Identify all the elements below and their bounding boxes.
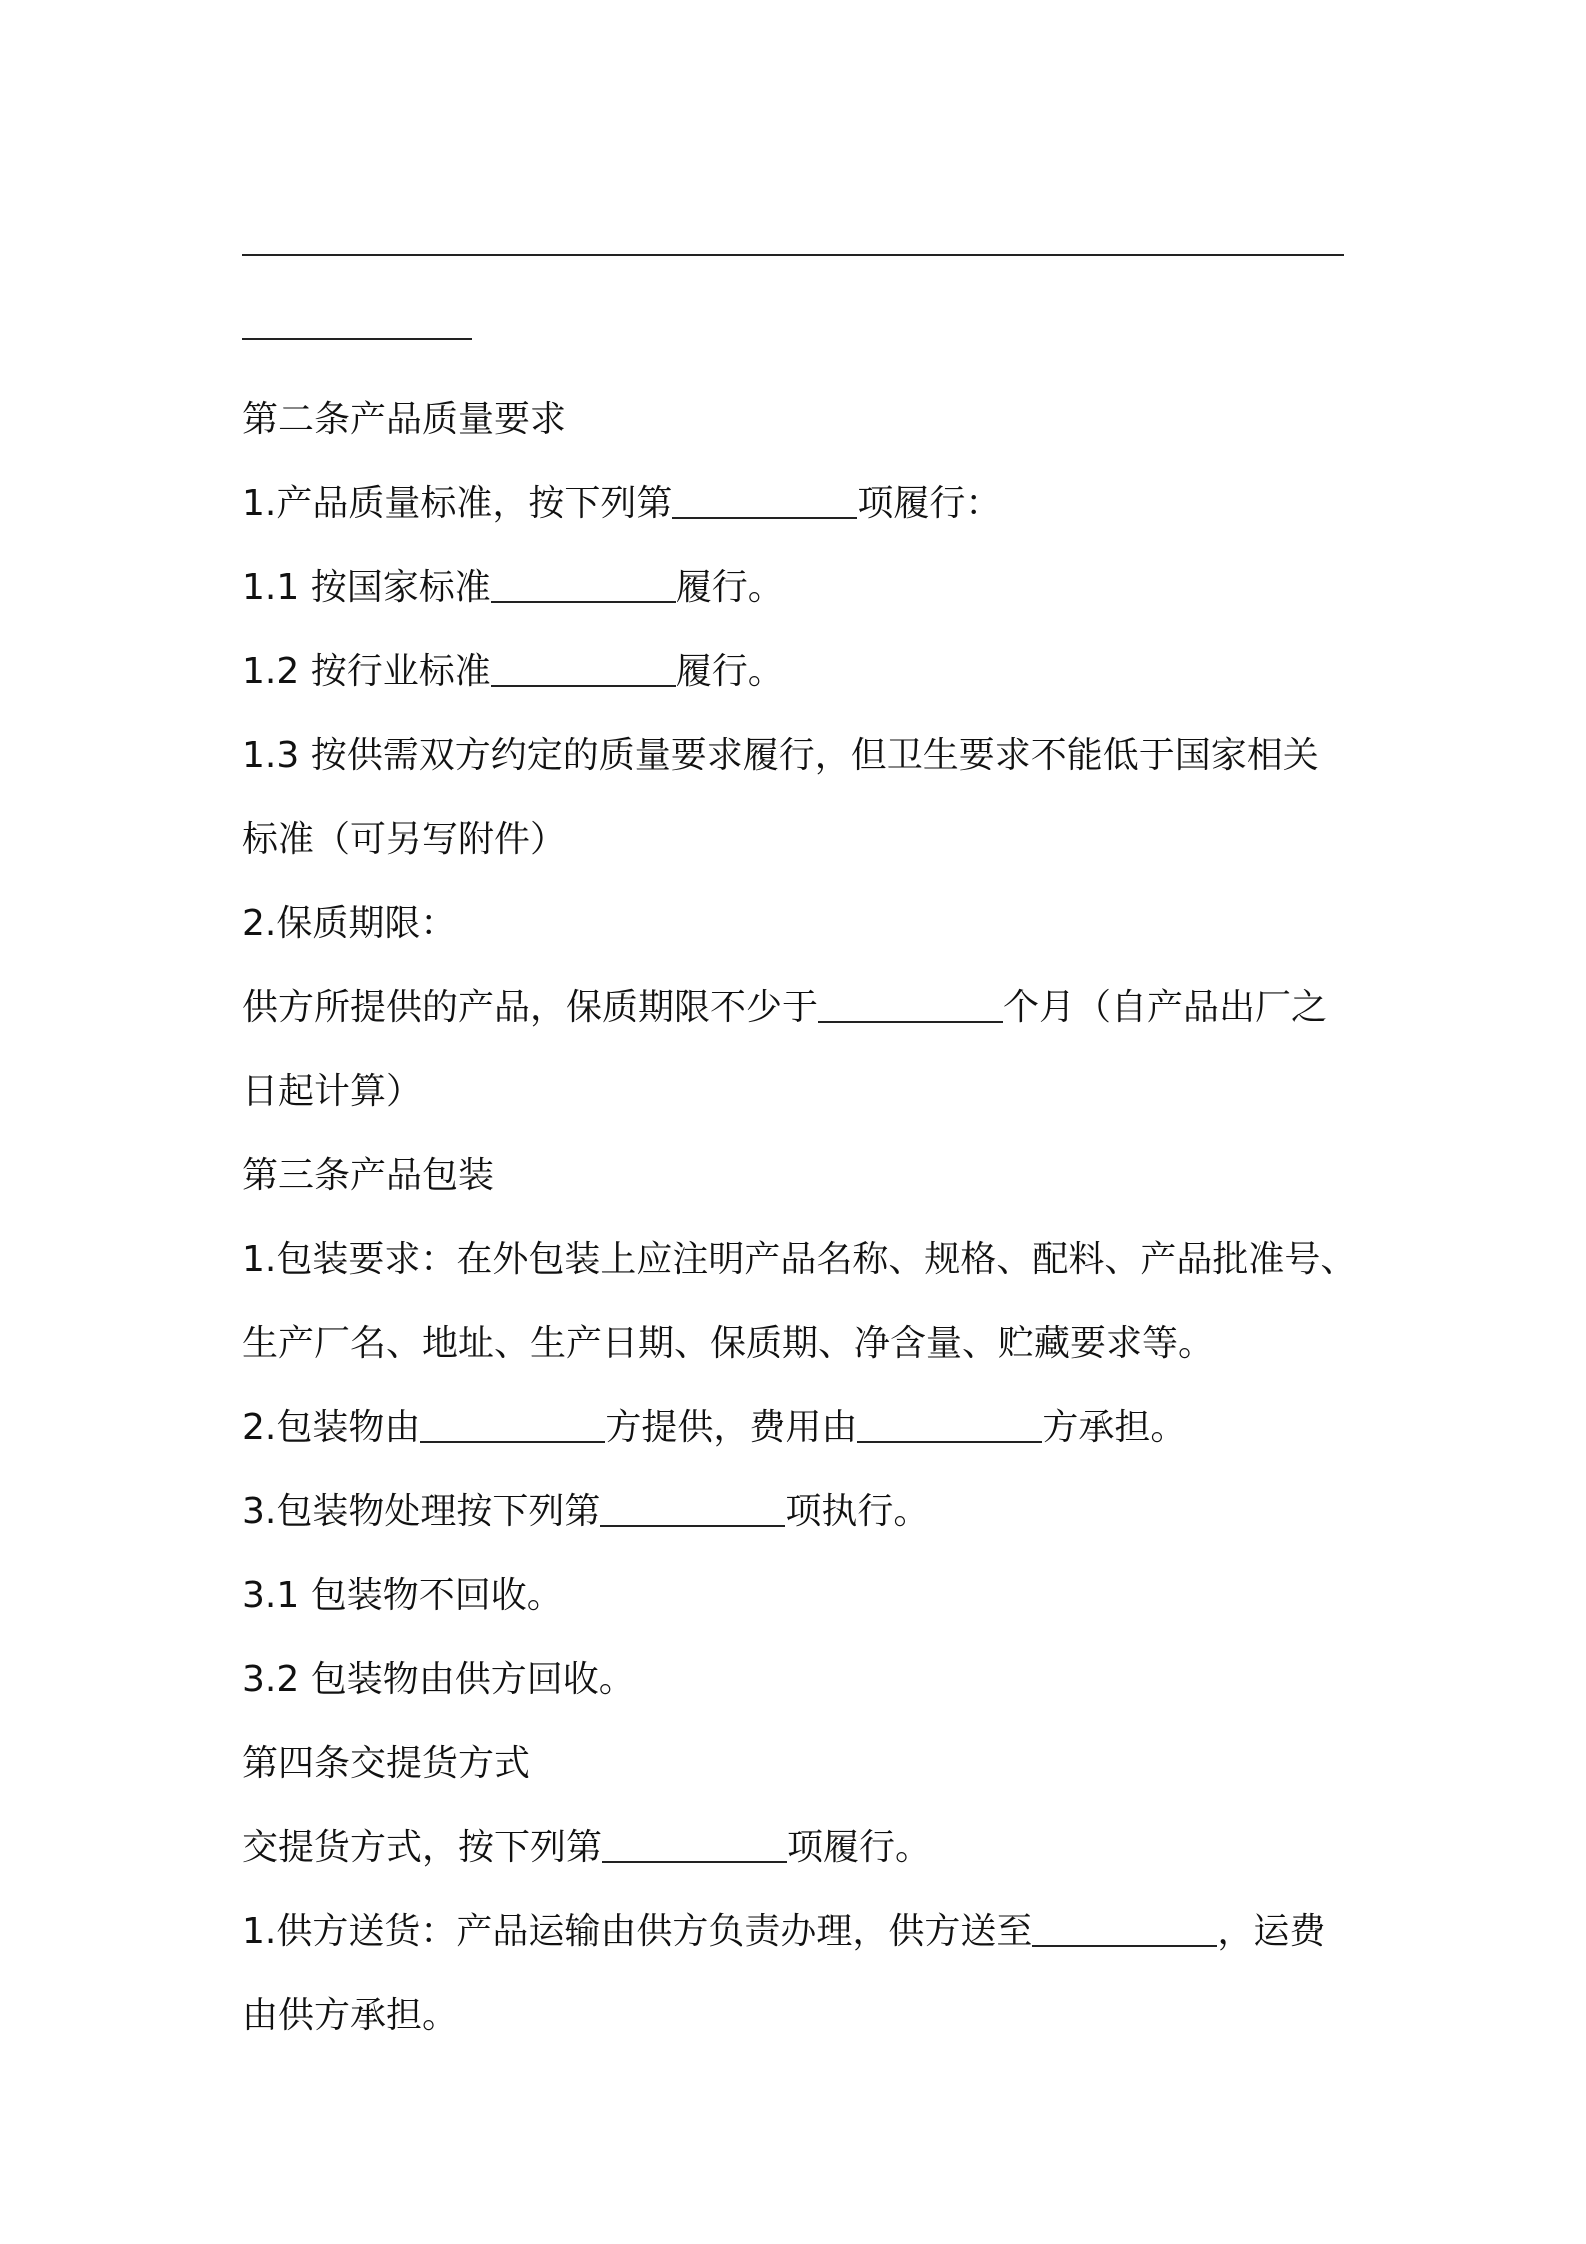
packaging-cost-blank[interactable] — [857, 1405, 1042, 1443]
agreed-quality-line-cont: 标准（可另写附件） — [242, 819, 567, 860]
quality-item-blank[interactable] — [672, 481, 857, 519]
supplier-delivery-line-cont: 由供方承担。 — [242, 1995, 459, 2036]
packaging-no-recycle-line: 3.1 包装物不回收。 — [242, 1575, 563, 1616]
shelf-life-heading: 2.保质期限： — [242, 903, 457, 944]
fill-in-rule-short[interactable] — [242, 294, 1362, 378]
packaging-supply-line: 2.包装物由 方提供，费用由 方承担。 — [242, 1407, 1187, 1448]
packaging-recycle-line: 3.2 包装物由供方回收。 — [242, 1659, 635, 1700]
article-2-heading: 第二条产品质量要求 — [242, 399, 567, 440]
fill-in-rule-full[interactable] — [242, 210, 1362, 294]
delivery-destination-blank[interactable] — [1032, 1909, 1217, 1947]
industry-standard-blank[interactable] — [491, 649, 676, 687]
supplier-delivery-line: 1.供方送货：产品运输由供方负责办理，供方送至 ，运费 — [242, 1911, 1326, 1952]
national-standard-blank[interactable] — [491, 565, 676, 603]
shelf-life-months-blank[interactable] — [818, 985, 1003, 1023]
packaging-requirement-line: 1.包装要求：在外包装上应注明产品名称、规格、配料、产品批准号、 — [242, 1239, 1357, 1280]
quality-standard-line: 1.产品质量标准，按下列第 项履行： — [242, 483, 1002, 524]
packaging-disposal-blank[interactable] — [600, 1489, 785, 1527]
packaging-provider-blank[interactable] — [420, 1405, 605, 1443]
delivery-method-line: 交提货方式，按下列第 项履行。 — [242, 1827, 932, 1868]
packaging-disposal-line: 3.包装物处理按下列第 项执行。 — [242, 1491, 930, 1532]
packaging-requirement-line-cont: 生产厂名、地址、生产日期、保质期、净含量、贮藏要求等。 — [242, 1323, 1215, 1364]
article-4-heading: 第四条交提货方式 — [242, 1743, 531, 1784]
contract-page — [242, 210, 1362, 2058]
agreed-quality-line: 1.3 按供需双方约定的质量要求履行，但卫生要求不能低于国家相关 — [242, 735, 1319, 776]
article-3-heading: 第三条产品包装 — [242, 1155, 495, 1196]
national-standard-line: 1.1 按国家标准 履行。 — [242, 567, 784, 608]
shelf-life-line-cont: 日起计算） — [242, 1071, 423, 1112]
shelf-life-line: 供方所提供的产品，保质期限不少于 个月（自产品出厂之 — [242, 987, 1328, 1028]
delivery-item-blank[interactable] — [602, 1825, 787, 1863]
industry-standard-line: 1.2 按行业标准 履行。 — [242, 651, 784, 692]
